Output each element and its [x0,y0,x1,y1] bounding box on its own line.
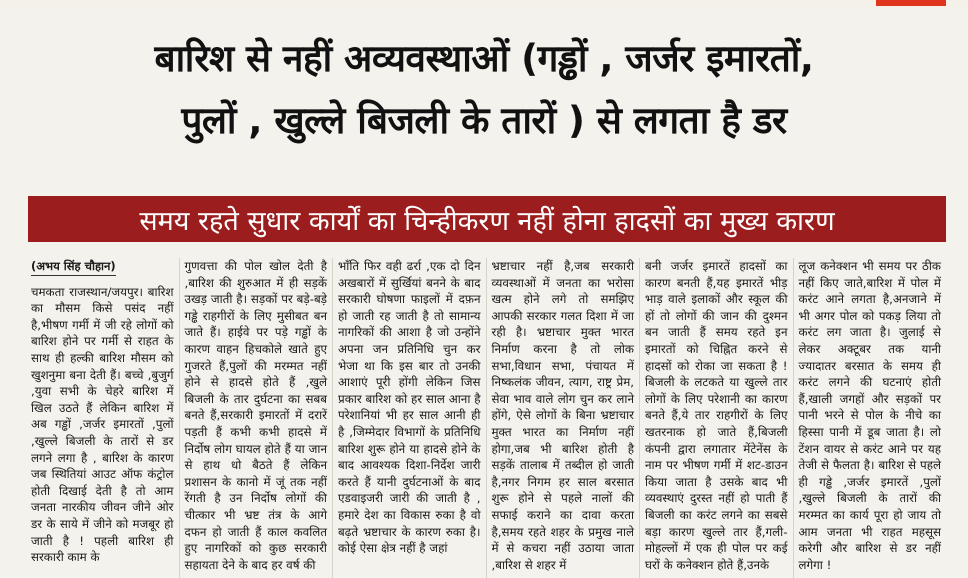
headline [8,28,960,152]
headline-line-1: बारिश से नहीं अव्यवस्थाओं (गड्ढों , जर्जर इमारतों, [154,37,814,80]
subheadline-text: समय रहते सुधार कार्यों का चिन्हीकरण नहीं होना हादसों का मुख्य कारण [139,205,835,237]
column-text: भाँति फिर वही ढर्रा ,एक दो दिन अखबारों में सुर्खियां बनने के बाद सरकारी घोषणा फाइलों में दफ़न हो जाती रह जाती है तो सामान्य नागरिकों की आशा है जो उन्होंने अपना जन प्रतिनिधि चुन कर भेजा था कि इस बार तो उनकी आशाएं पूरी होंगी लेकिन जिस प्रकार बारिश को हर साल आना है परेशानियां भी हर साल आनी ही है ,जिम्मेदार विभागों के प्रतिनिधि बारिश शुरू होने या हादसे होने के बाद आवश्यक दिशा-निर्देश जारी करते हैं यानी दुर्घटनाओं के बाद एडवाइजरी जारी की जाती है , हमारे देश का विकास रुका है वो बढ़ते भ्रष्टाचार के कारण रुका है। कोई ऐसा क्षेत्र नहीं है जहां [338,259,481,556]
subheadline-banner [28,196,946,242]
column-text: चमकता राजस्थान/जयपुर। बारिश का मौसम किसे पसंद नहीं है,भीषण गर्मी में जी रहे लोगों को बारिश होने पर गर्मी से राहत के साथ ही हल्की बारिश मौसम को खुशनुमा बना देती हैं। बच्चे ,बुजुर्ग ,युवा सभी के चेहरे बारिश में खिल उठते हैं लेकिन बारिश में अब गड्ढों ,जर्जर इमारतों ,पुलों ,खुल्ले बिजली के तारों से डर लगने लगा है , बारिश के कारण जब स्थितियां आउट ऑफ कंट्रोल होती दिखाई देती है तो आम जनता नारकीय जीवन जीने ओर डर के साये में जीने को मजबूर हो जाती है ! पहली बारिश ही सरकारी काम के [31,284,174,565]
column-text: लूज कनेक्शन भी समय पर ठीक नहीं किए जाते,बारिश में पोल में करंट आने लगता है,अनजाने में भी अगर पोल को पकड़ लिया तो करंट लग जाता है। जुलाई से लेकर अक्टूबर तक यानी ज्यादातर बरसात के समय ही करंट लगने की घटनाएं होती हैं,खाली जगहों और सड़कों पर पानी भरने से पोल के नीचे का हिस्सा पानी में डूब जाता है। लो टेंशन वायर से करंट आने पर यह तेजी से फैलता है। बारिश से पहले ही गड्ढे ,जर्जर इमारतें ,पुलों ,खुल्ले बिजली के तारों की मरम्मत का कार्य पूरा हो जाय तो आम जनता भी राहत महसूस करेगी और बारिश से डर नहीं लगेगा ! [798,259,941,572]
headline-line-2: पुलों , खुल्ले बिजली के तारों ) से लगता है डर [181,99,787,142]
byline: (अभय सिंह चौहान) [31,258,116,276]
article-column-3 [333,258,487,578]
article-column-5 [640,258,794,578]
top-accent-bar [876,0,946,6]
column-text: गुणवत्ता की पोल खोल देती है ,बारिश की शुरुआत में ही सड़कें उखड़ जाती है। सड़कों पर बड़े-बड़े गड्ढे राहगीरों के लिए मुसीबत बन जाते हैं। हाईवे पर पड़े गड्ढों के कारण वाहन हिचकोले खाते हुए गुजरते हैं,पुलों की मरम्मत नहीं होने से हादसे होते हैं ,खुले बिजली के तार दुर्घटना का सबब बनते हैं,सरकारी इमारतों में दरारें पड़ती हैं कभी कभी हादसे में निर्दोष लोग घायल होते हैं या जान से हाथ धो बैठते हैं लेकिन प्रशासन के कानो में जूं तक नहीं रेंगती है उन निर्दोष लोगों की चीत्कार भी भ्रष्ट तंत्र के आगे दफन हो जाती हैं काल कवलित हुए नागरिकों को कुछ सरकारी सहायता देने के बाद हर वर्ष की [184,259,327,572]
article-column-2 [180,258,334,578]
column-text: बनी जर्जर इमारतें हादसों का कारण बनती हैं,यह इमारतें भीड़ भाड़ वाले इलाकों और स्कूल की हों तो लोगों की जान की दुश्मन बन जाती हैं समय रहते इन इमारतों को चिह्नित करने से हादसों को रोका जा सकता है ! बिजली के लटकते या खुल्ले तार लोगों के लिए परेशानी का कारण बनते हैं,ये तार राहगीरों के लिए खतरनाक हो जाते हैं,बिजली कंपनी द्वारा लगातार मेंटेनेंस के नाम पर भीषण गर्मी में शट-डाउन किया जाता है उसके बाद भी व्यवस्थाएं दुरस्त नहीं हो पाती हैं बिजली का करंट लगने का सबसे बड़ा कारण खुल्ले तार हैं,गली-मोहल्लों में एक ही पोल पर कई घरों के कनेक्शन होते हैं,उनके [645,259,788,572]
column-text: भ्रष्टाचार नहीं है,जब सरकारी व्यवस्थाओं में जनता का भरोसा खत्म होने लगे तो समझिए आपकी सरकार गलत दिशा में जा रही है। भ्रष्टाचार मुक्त भारत निर्माण करना है तो लोक सभा,विधान सभा, पंचायत में निष्कलंक जीवन, त्याग, राष्ट्र प्रेम, सेवा भाव वाले लोग चुन कर लाने होंगे, ऐसे लोगों के बिना भ्रष्टाचार मुक्त भारत का निर्माण नहीं होगा,जब भी बारिश होती है सड़कें तालाब में तब्दील हो जाती है,नगर निगम हर साल बरसात शुरू होने से पहले नालों की सफाई कराने का दावा करता है,समय रहते शहर के प्रमुख नाले में से कचरा नहीं उठाया जाता ,बारिश से शहर में [491,259,634,572]
article-column-4 [487,258,641,578]
article-column-1 [26,258,180,578]
article-columns [26,258,946,578]
top-strip [0,0,968,8]
article-column-6 [794,258,947,578]
